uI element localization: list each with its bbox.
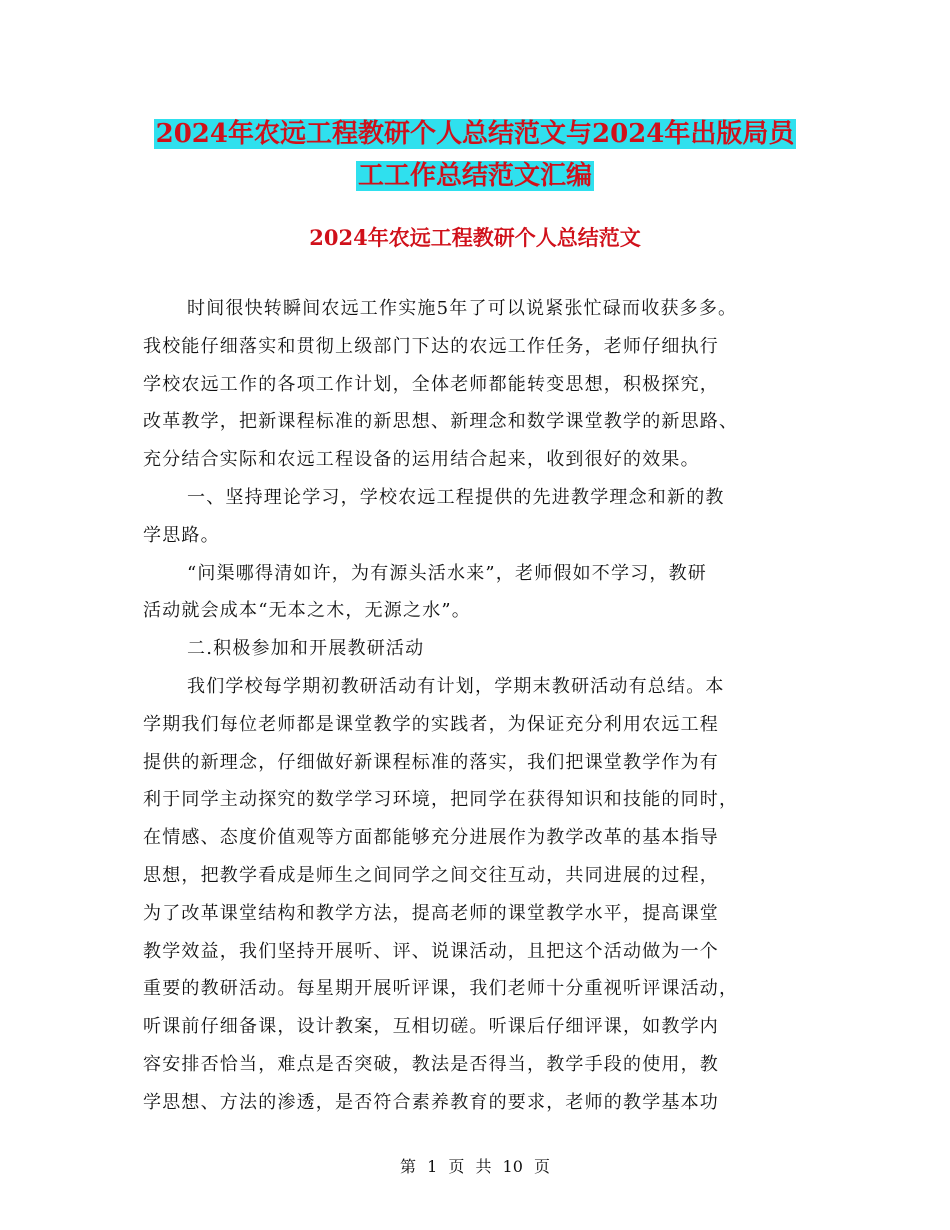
document-body [143, 290, 813, 1122]
section-heading: 2024年农远工程教研个人总结范文 [309, 225, 641, 250]
body-line: 活动就会成本“无本之木，无源之水”。 [143, 600, 472, 622]
body-line: 听课前仔细备课，设计教案，互相切磋。听课后仔细评课，如教学内 [143, 1016, 719, 1038]
body-line: 改革教学，把新课程标准的新思想、新理念和数学课堂教学的新思路、 [143, 411, 739, 433]
body-line: 一、坚持理论学习，学校农远工程提供的先进教学理念和新的教 [187, 486, 725, 508]
body-line: 充分结合实际和农远工程设备的运用结合起来，收到很好的效果。 [143, 449, 700, 471]
body-line: 我校能仔细落实和贯彻上级部门下达的农远工作任务，老师仔细执行 [143, 335, 719, 357]
body-line: 提供的新理念，仔细做好新课程标准的落实，我们把课堂教学作为有 [143, 751, 719, 773]
body-line: 学思想、方法的渗透，是否符合素养教育的要求，老师的教学基本功 [143, 1091, 719, 1113]
body-line: 学校农远工作的各项工作计划，全体老师都能转变思想，积极探究， [143, 373, 719, 395]
title-line-1 [0, 112, 950, 156]
body-line: 二.积极参加和开展教研活动 [187, 638, 425, 660]
page-footer: 第 1 页 共 10 页 [400, 1157, 550, 1176]
body-line: 利于同学主动探究的数学学习环境，把同学在获得知识和技能的同时， [143, 789, 739, 811]
title-line-2 [0, 154, 950, 198]
body-line: 为了改革课堂结构和教学方法，提高老师的课堂教学水平，提高课堂 [143, 902, 719, 924]
body-line: 学思路。 [143, 524, 220, 546]
body-line: 容安排否恰当，难点是否突破，教法是否得当，教学手段的使用，教 [143, 1053, 719, 1075]
body-line: 思想，把教学看成是师生之间同学之间交往互动，共同进展的过程， [143, 864, 719, 886]
body-line: 学期我们每位老师都是课堂教学的实践者，为保证充分利用农远工程 [143, 713, 719, 735]
body-line: “问渠哪得清如许，为有源头活水来”，老师假如不学习，教研 [187, 562, 708, 584]
title-line-1-text: 2024年农远工程教研个人总结范文与2024年出版局员 [155, 119, 795, 149]
body-line: 我们学校每学期初教研活动有计划，学期末教研活动有总结。本 [187, 675, 725, 697]
body-line: 在情感、态度价值观等方面都能够充分进展作为教学改革的基本指导 [143, 827, 719, 849]
body-line: 重要的教研活动。每星期开展听评课，我们老师十分重视听评课活动， [143, 978, 739, 1000]
body-line: 时间很快转瞬间农远工作实施5年了可以说紧张忙碌而收获多多。 [187, 298, 738, 319]
body-line: 教学效益，我们坚持开展听、评、说课活动，且把这个活动做为一个 [143, 940, 719, 962]
title-line-2-text: 工工作总结范文汇编 [357, 161, 592, 191]
